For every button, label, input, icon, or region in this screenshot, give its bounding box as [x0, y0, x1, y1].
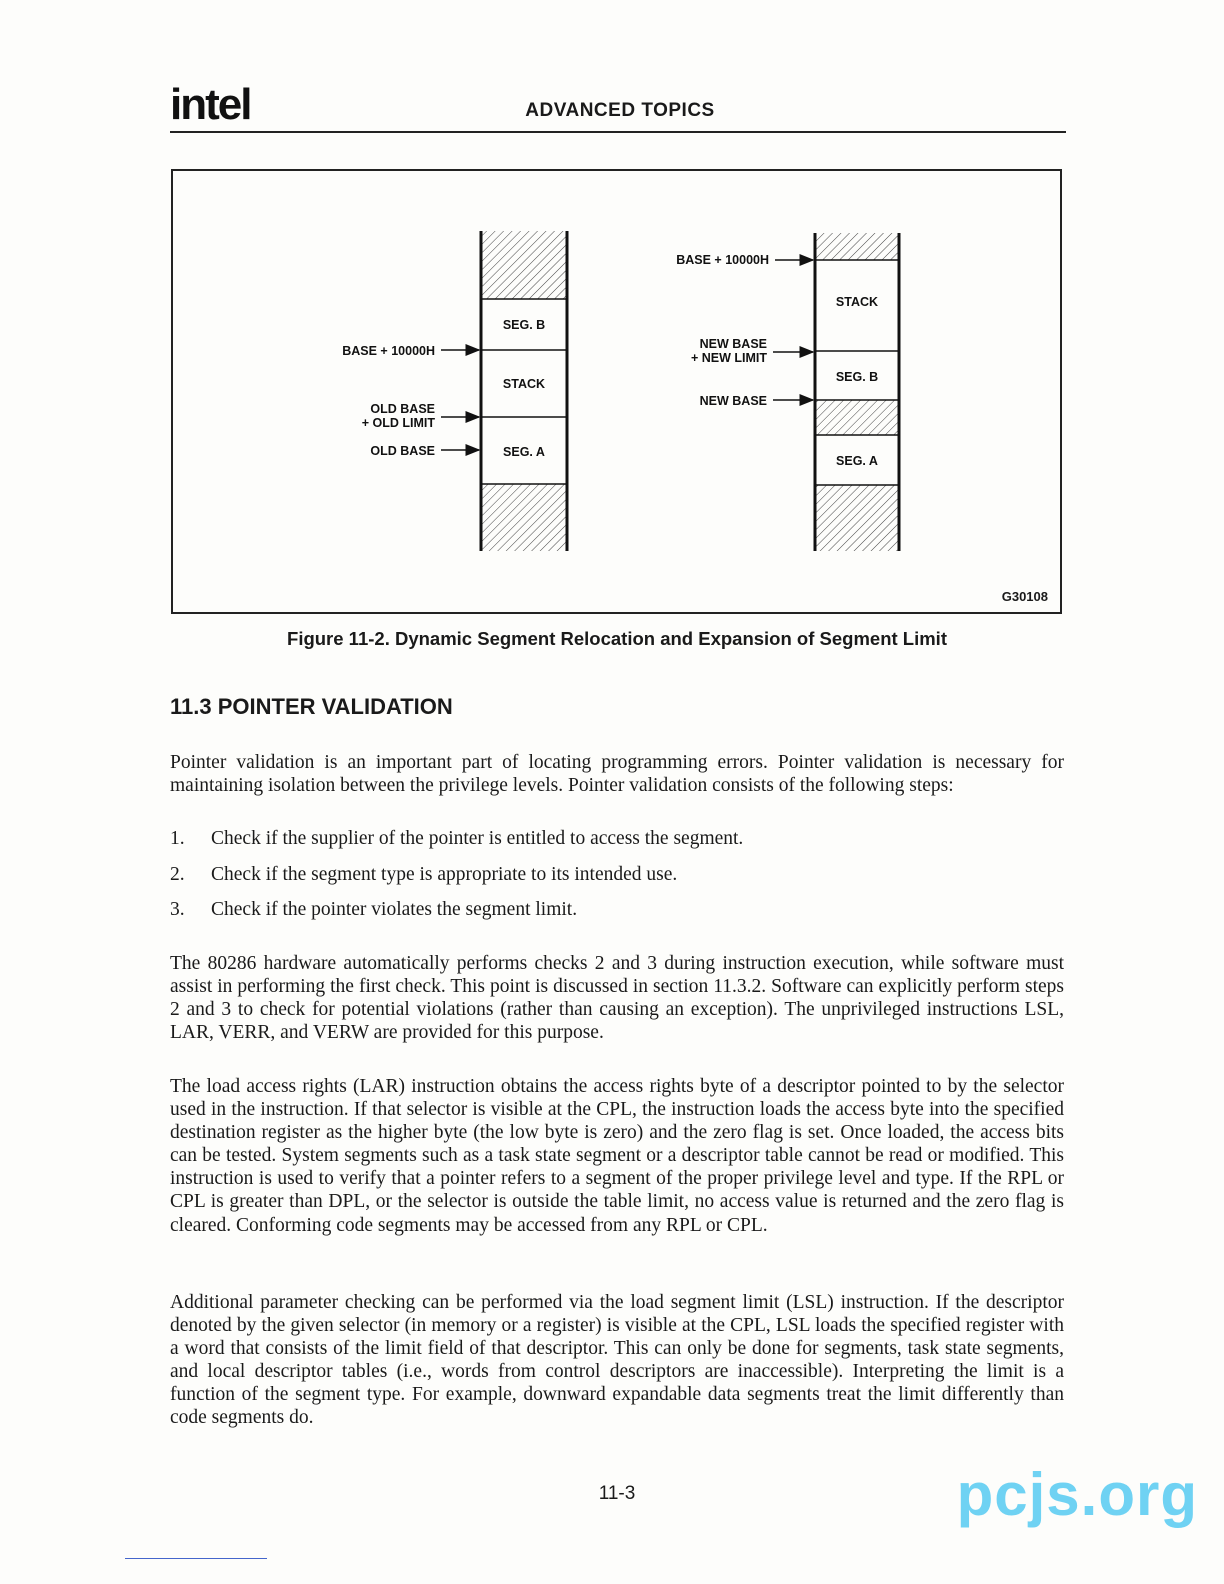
pcjs-watermark: pcjs.org [956, 1461, 1198, 1528]
new-base-label: NEW BASE [699, 394, 767, 408]
seg-b-label: SEG. B [835, 370, 879, 384]
header-rule [170, 131, 1066, 133]
list-item [170, 899, 1064, 935]
list-item-text: Check if the segment type is appropriate to its intended use. [211, 863, 678, 885]
figure-11-2 [171, 169, 1062, 614]
intel-logo: intel [170, 80, 251, 129]
seg-a-label: SEG. A [503, 445, 545, 459]
stack-label: STACK [502, 377, 546, 391]
seg-b-label: SEG. B [502, 318, 546, 332]
unused-region [815, 485, 899, 551]
stack-label: STACK [835, 295, 879, 309]
old-base-label: OLD BASE [370, 444, 435, 458]
list-item-text: Check if the pointer violates the segment limit. [211, 899, 578, 920]
list-item [170, 864, 1064, 900]
validation-steps-list [170, 828, 1064, 935]
old-base-limit-label-1: OLD BASE [370, 402, 435, 416]
figure-caption: Figure 11-2. Dynamic Segment Relocation and Expansion of Segment Limit [287, 628, 947, 649]
new-base-limit-label-2: + NEW LIMIT [690, 351, 767, 365]
page-header-title: ADVANCED TOPICS [525, 100, 715, 121]
figure-code: G30108 [1001, 589, 1048, 604]
left-memory-column [342, 231, 567, 551]
old-base-limit-label-2: + OLD LIMIT [361, 416, 435, 430]
unused-region [815, 400, 899, 435]
section-title: 11.3 POINTER VALIDATION [170, 694, 453, 719]
list-item-number: 3. [170, 899, 185, 920]
seg-a-label: SEG. A [836, 454, 878, 468]
unused-region [481, 231, 567, 299]
paragraph-lsl: Additional parameter checking can be performed via the load segment limit (LSL) instruction. If the descriptor denoted by the given selector (in memory or a register) is visible at the CPL, LSL loads the specified register with a word that consists of the limit field of that descriptor. This can only be done for segments, task state segments, and local descriptor tables (i.e., words from control descriptors are inaccessible). Interpreting the limit is a function of the segment type. For example, downward expandable data segments treat the limit differently than code segments do. [170, 1292, 1064, 1429]
right-memory-column [676, 233, 899, 551]
page-number: 11-3 [598, 1483, 636, 1504]
base-10000h-label: BASE + 10000H [676, 253, 769, 267]
unused-region [815, 233, 899, 260]
list-item-text: Check if the supplier of the pointer is entitled to access the segment. [211, 828, 744, 849]
list-item-number: 1. [170, 828, 185, 849]
unused-region [481, 484, 567, 551]
paragraph-lar: The load access rights (LAR) instruction obtains the access rights byte of a descriptor pointed to by the selector used in the instruction. If that selector is visible at the CPL, the instruction loads the access byte into the specified destination register as the higher byte (the low byte is zero) and the zero flag is set. Once loaded, the access bits can be tested. System segments such as a task state segment or a descriptor table cannot be read or modified. This instruction is used to verify that a pointer refers to a segment of the proper privilege level and type. If the RPL or CPL is greater than DPL, or the selector is outside the table limit, no access value is returned and the zero flag is cleared. Conforming code segments may be accessed from any RPL or CPL. [170, 1076, 1064, 1236]
list-item [170, 828, 1064, 864]
new-base-limit-label-1: NEW BASE [699, 337, 767, 351]
paragraph-hardware-checks: The 80286 hardware automatically performs checks 2 and 3 during instruction execution, while software must assist in performing the first check. This point is discussed in section 11.3.2. Software can explicitly perform steps 2 and 3 to check for potential violations (rather than causing an exception). The unprivileged instructions LSL, LAR, VERR, and VERW are provided for this purpose. [170, 953, 1064, 1044]
base-10000h-label: BASE + 10000H [342, 344, 435, 358]
list-item-number: 2. [170, 863, 185, 885]
footer-rule [125, 1558, 267, 1559]
segment-relocation-diagram [173, 171, 1060, 612]
intro-paragraph: Pointer validation is an important part of locating programming errors. Pointer validation is necessary for maintaining isolation between the privilege levels. Pointer validation consists of the following steps: [170, 752, 1064, 797]
